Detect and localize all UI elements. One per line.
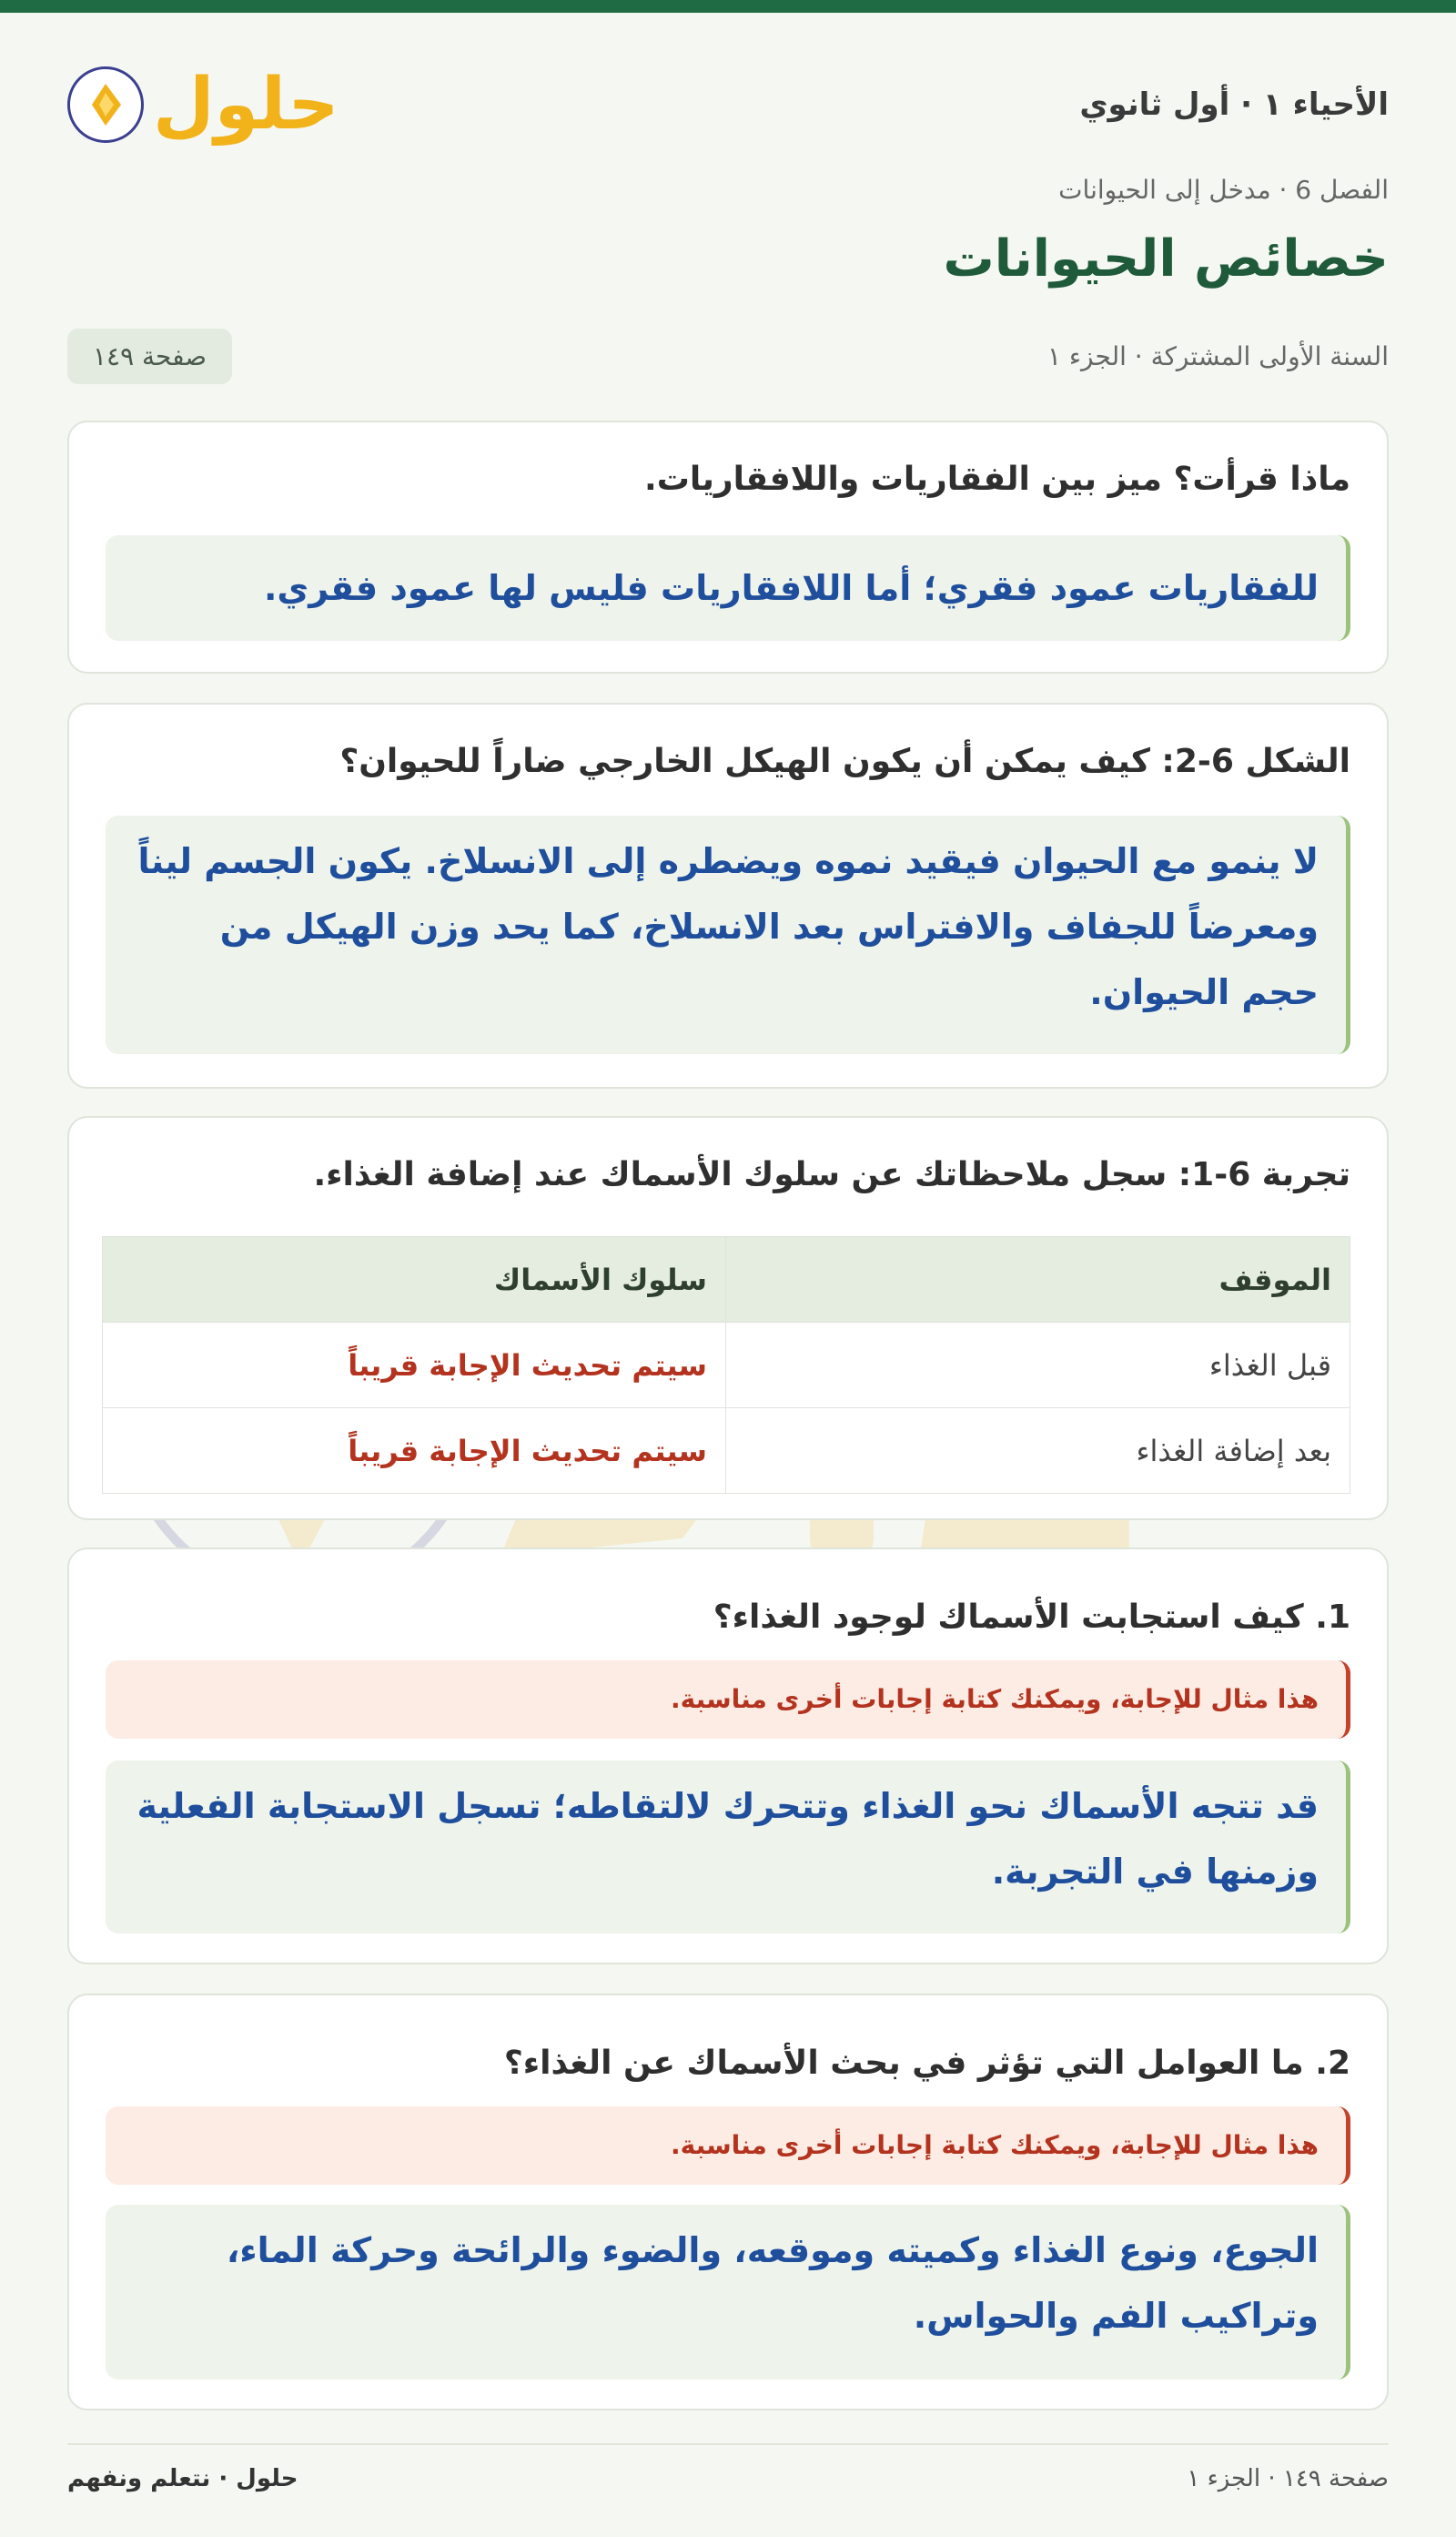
meta-row (67, 326, 1389, 386)
question-text: الشكل 6-2: كيف يمكن أن يكون الهيكل الخارجي ضاراً للحيوان؟ (339, 743, 1350, 780)
footer-page-info: صفحة ١٤٩ · الجزء ١ (1187, 2465, 1389, 2492)
situation-cell: قبل الغذاء (726, 1323, 1350, 1408)
experiment-card (67, 1116, 1389, 1520)
page-number-badge: صفحة ١٤٩ (67, 329, 232, 384)
observations-table (102, 1236, 1350, 1494)
question-text: 1. كيف استجابت الأسماك لوجود الغذاء؟ (713, 1598, 1350, 1636)
sample-answer-note: هذا مثال للإجابة، ويمكنك كتابة إجابات أخرى مناسبة. (106, 1660, 1350, 1739)
question-card-3 (67, 1548, 1389, 1964)
footer-divider (67, 2443, 1389, 2445)
top-accent-bar (0, 0, 1456, 13)
answer-box: قد تتجه الأسماك نحو الغذاء وتتحرك لالتقاطه؛ تسجل الاستجابة الفعلية وزمنها في التجربة. (106, 1761, 1350, 1933)
column-header-situation: الموقف (726, 1237, 1350, 1323)
question-text: تجربة 6-1: سجل ملاحظاتك عن سلوك الأسماك عند إضافة الغذاء. (313, 1156, 1350, 1193)
answer-box: الجوع، ونوع الغذاء وكميته وموقعه، والضوء والرائحة وحركة الماء، وتراكيب الفم والحواس. (106, 2205, 1350, 2380)
page-footer (67, 2465, 1389, 2492)
answer-box: للفقاريات عمود فقري؛ أما اللافقاريات فليس لها عمود فقري. (106, 535, 1350, 641)
question-text: ماذا قرأت؟ ميز بين الفقاريات واللافقاريات. (644, 461, 1350, 498)
question-card-4 (67, 1994, 1389, 2410)
year-part-label: السنة الأولى المشتركة · الجزء ١ (1046, 340, 1389, 371)
table-row (103, 1408, 1350, 1494)
question-card-1 (67, 421, 1389, 674)
footer-brand[interactable]: حلول · نتعلم ونفهم (67, 2465, 298, 2492)
column-header-behavior: سلوك الأسماك (103, 1237, 726, 1323)
table-row (103, 1323, 1350, 1408)
answer-box: لا ينمو مع الحيوان فيقيد نموه ويضطره إلى الانسلاخ. يكون الجسم ليناً ومعرضاً للجفاف والافتراس بعد الانسلاخ، كما يحد وزن الهيكل من حجم الحيوان. (106, 816, 1350, 1054)
sample-answer-note: هذا مثال للإجابة، ويمكنك كتابة إجابات أخرى مناسبة. (106, 2106, 1350, 2185)
question-text: 2. ما العوامل التي تؤثر في بحث الأسماك عن الغذاء؟ (503, 2045, 1350, 2082)
logo-emblem-icon (67, 66, 144, 143)
question-card-2 (67, 703, 1389, 1089)
site-logo[interactable] (67, 64, 339, 146)
logo-text: حلول (153, 64, 339, 146)
behavior-cell: سيتم تحديث الإجابة قريباً (103, 1323, 726, 1408)
behavior-cell: سيتم تحديث الإجابة قريباً (103, 1408, 726, 1494)
subject-title: الأحياء ١ · أول ثانوي (1079, 86, 1389, 123)
page-header (67, 55, 1389, 155)
chapter-breadcrumb: الفصل 6 · مدخل إلى الحيوانات (1058, 175, 1389, 205)
table-header-row (103, 1237, 1350, 1323)
situation-cell: بعد إضافة الغذاء (726, 1408, 1350, 1494)
page-title: خصائص الحيوانات (943, 229, 1389, 289)
